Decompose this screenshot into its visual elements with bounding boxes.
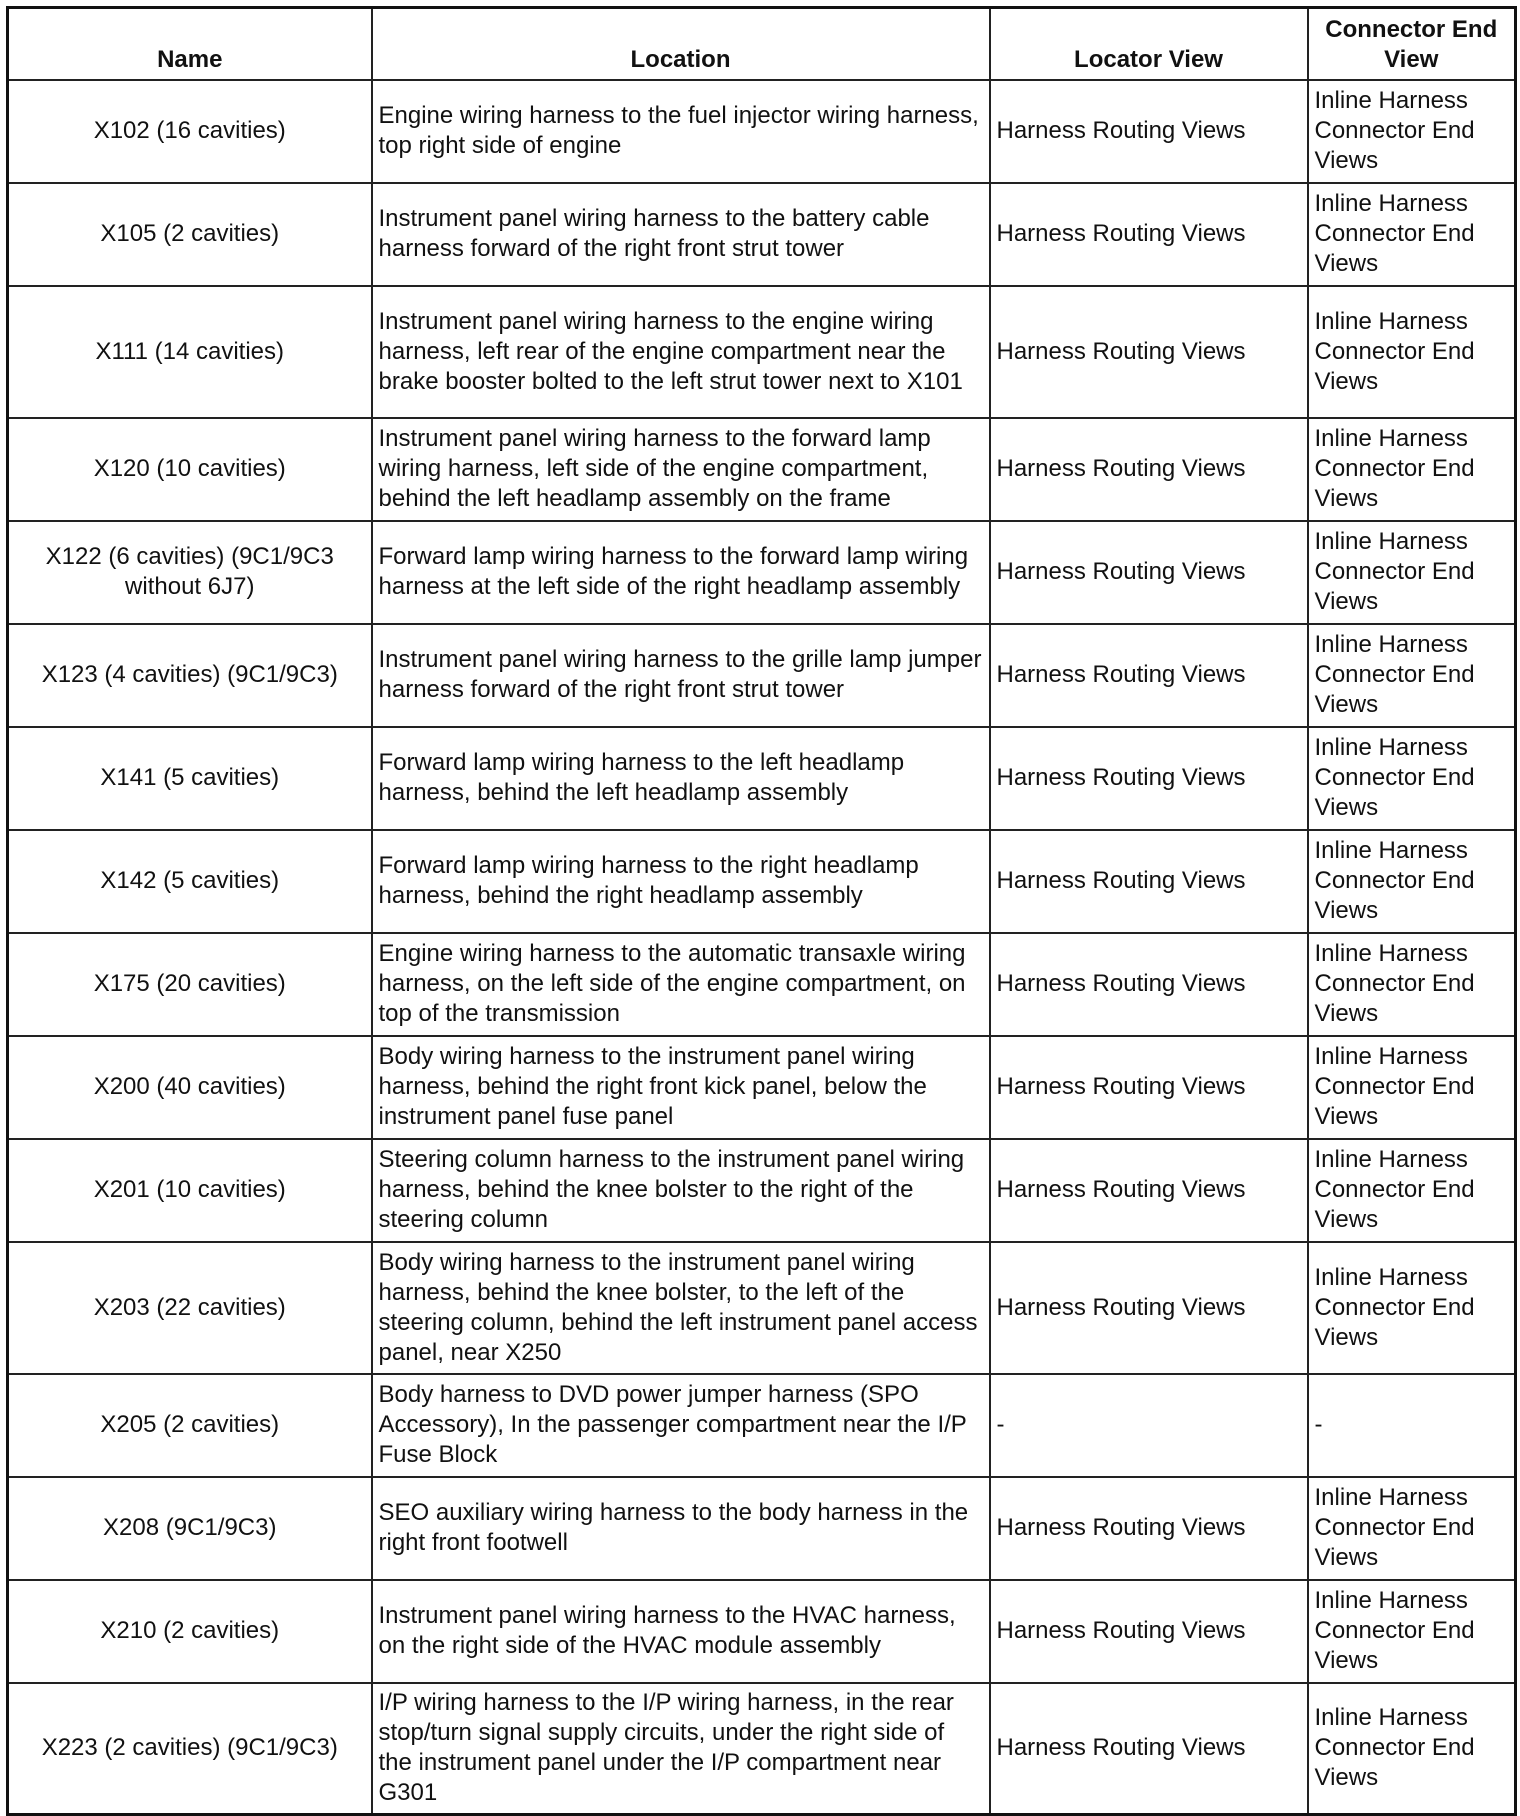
connector-name: X111 (14 cavities): [8, 286, 372, 418]
table-row: [8, 286, 1516, 418]
table-row: [8, 183, 1516, 286]
locator-view-link[interactable]: Harness Routing Views: [990, 624, 1308, 727]
header-location: Location: [372, 8, 990, 80]
connector-end-view-link[interactable]: Inline Harness Connector End Views: [1308, 1242, 1516, 1374]
header-connector-end-view: Connector End View: [1308, 8, 1516, 80]
connector-location: Body wiring harness to the instrument panel wiring harness, behind the knee bolster, to the left of the steering column, behind the left instrument panel access panel, near X250: [372, 1242, 990, 1374]
table-row: [8, 1242, 1516, 1374]
table-row: [8, 1374, 1516, 1477]
connector-location: Instrument panel wiring harness to the grille lamp jumper harness forward of the right front strut tower: [372, 624, 990, 727]
connector-location: Body wiring harness to the instrument panel wiring harness, behind the right front kick panel, below the instrument panel fuse panel: [372, 1036, 990, 1139]
connector-location: Engine wiring harness to the fuel injector wiring harness, top right side of engine: [372, 80, 990, 183]
connector-end-view-link[interactable]: Inline Harness Connector End Views: [1308, 624, 1516, 727]
connector-end-view-link[interactable]: Inline Harness Connector End Views: [1308, 933, 1516, 1036]
table-row: [8, 830, 1516, 933]
connector-table: [6, 6, 1517, 1816]
connector-name: X105 (2 cavities): [8, 183, 372, 286]
table-row: [8, 933, 1516, 1036]
connector-location: I/P wiring harness to the I/P wiring harness, in the rear stop/turn signal supply circuits, under the right side of the instrument panel under the I/P compartment near G301: [372, 1683, 990, 1815]
table-row: [8, 521, 1516, 624]
header-row: [8, 8, 1516, 80]
connector-location: Forward lamp wiring harness to the forward lamp wiring harness at the left side of the right headlamp assembly: [372, 521, 990, 624]
connector-name: X102 (16 cavities): [8, 80, 372, 183]
locator-view-link[interactable]: Harness Routing Views: [990, 1036, 1308, 1139]
locator-view-link[interactable]: Harness Routing Views: [990, 1139, 1308, 1242]
connector-end-view-link[interactable]: Inline Harness Connector End Views: [1308, 727, 1516, 830]
connector-name: X142 (5 cavities): [8, 830, 372, 933]
connector-location: Engine wiring harness to the automatic transaxle wiring harness, on the left side of the engine compartment, on top of the transmission: [372, 933, 990, 1036]
connector-location: Instrument panel wiring harness to the HVAC harness, on the right side of the HVAC module assembly: [372, 1580, 990, 1683]
connector-location: Forward lamp wiring harness to the left headlamp harness, behind the left headlamp assembly: [372, 727, 990, 830]
locator-view-link[interactable]: Harness Routing Views: [990, 1477, 1308, 1580]
table-row: [8, 80, 1516, 183]
connector-name: X223 (2 cavities) (9C1/9C3): [8, 1683, 372, 1815]
locator-view-link[interactable]: Harness Routing Views: [990, 80, 1308, 183]
table-row: [8, 1683, 1516, 1815]
connector-name: X123 (4 cavities) (9C1/9C3): [8, 624, 372, 727]
locator-view-link[interactable]: Harness Routing Views: [990, 183, 1308, 286]
connector-name: X175 (20 cavities): [8, 933, 372, 1036]
header-locator-view: Locator View: [990, 8, 1308, 80]
locator-view-link[interactable]: Harness Routing Views: [990, 521, 1308, 624]
connector-name: X120 (10 cavities): [8, 418, 372, 521]
connector-end-view-link[interactable]: Inline Harness Connector End Views: [1308, 1139, 1516, 1242]
connector-location: Instrument panel wiring harness to the forward lamp wiring harness, left side of the engine compartment, behind the left headlamp assembly on the frame: [372, 418, 990, 521]
header-name: Name: [8, 8, 372, 80]
table-row: [8, 418, 1516, 521]
connector-end-view-link[interactable]: Inline Harness Connector End Views: [1308, 521, 1516, 624]
connector-end-view-link[interactable]: Inline Harness Connector End Views: [1308, 80, 1516, 183]
connector-location: Steering column harness to the instrument panel wiring harness, behind the knee bolster to the right of the steering column: [372, 1139, 990, 1242]
connector-name: X205 (2 cavities): [8, 1374, 372, 1477]
connector-location: Instrument panel wiring harness to the engine wiring harness, left rear of the engine compartment near the brake booster bolted to the left strut tower next to X101: [372, 286, 990, 418]
table-row: [8, 1036, 1516, 1139]
connector-name: X201 (10 cavities): [8, 1139, 372, 1242]
connector-end-view-link[interactable]: Inline Harness Connector End Views: [1308, 418, 1516, 521]
table-row: [8, 727, 1516, 830]
connector-name: X200 (40 cavities): [8, 1036, 372, 1139]
connector-location: Forward lamp wiring harness to the right headlamp harness, behind the right headlamp assembly: [372, 830, 990, 933]
locator-view-link[interactable]: Harness Routing Views: [990, 1242, 1308, 1374]
connector-end-view-value: -: [1308, 1374, 1516, 1477]
locator-view-link[interactable]: Harness Routing Views: [990, 1580, 1308, 1683]
connector-end-view-link[interactable]: Inline Harness Connector End Views: [1308, 1580, 1516, 1683]
table-row: [8, 1139, 1516, 1242]
connector-end-view-link[interactable]: Inline Harness Connector End Views: [1308, 1683, 1516, 1815]
locator-view-value: -: [990, 1374, 1308, 1477]
connector-end-view-link[interactable]: Inline Harness Connector End Views: [1308, 830, 1516, 933]
connector-name: X210 (2 cavities): [8, 1580, 372, 1683]
table-row: [8, 1477, 1516, 1580]
connector-name: X141 (5 cavities): [8, 727, 372, 830]
connector-name: X122 (6 cavities) (9C1/9C3 without 6J7): [8, 521, 372, 624]
connector-end-view-link[interactable]: Inline Harness Connector End Views: [1308, 183, 1516, 286]
connector-end-view-link[interactable]: Inline Harness Connector End Views: [1308, 286, 1516, 418]
locator-view-link[interactable]: Harness Routing Views: [990, 933, 1308, 1036]
connector-end-view-link[interactable]: Inline Harness Connector End Views: [1308, 1477, 1516, 1580]
connector-location: Body harness to DVD power jumper harness (SPO Accessory), In the passenger compartment near the I/P Fuse Block: [372, 1374, 990, 1477]
connector-name: X208 (9C1/9C3): [8, 1477, 372, 1580]
connector-name: X203 (22 cavities): [8, 1242, 372, 1374]
locator-view-link[interactable]: Harness Routing Views: [990, 286, 1308, 418]
connector-end-view-link[interactable]: Inline Harness Connector End Views: [1308, 1036, 1516, 1139]
locator-view-link[interactable]: Harness Routing Views: [990, 1683, 1308, 1815]
connector-location: SEO auxiliary wiring harness to the body harness in the right front footwell: [372, 1477, 990, 1580]
locator-view-link[interactable]: Harness Routing Views: [990, 727, 1308, 830]
table-row: [8, 624, 1516, 727]
connector-location: Instrument panel wiring harness to the battery cable harness forward of the right front strut tower: [372, 183, 990, 286]
locator-view-link[interactable]: Harness Routing Views: [990, 830, 1308, 933]
locator-view-link[interactable]: Harness Routing Views: [990, 418, 1308, 521]
table-row: [8, 1580, 1516, 1683]
